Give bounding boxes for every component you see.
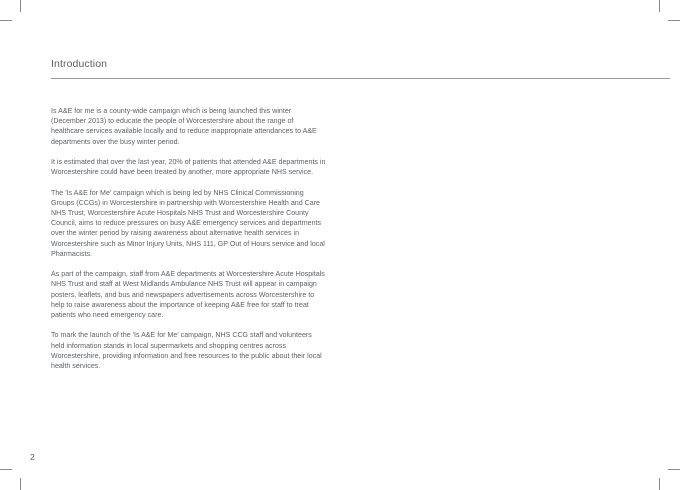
paragraph: As part of the campaign, staff from A&E departments at Worcestershire Acute Hospitals NHS Trust and staff at West Midlands Ambulance NHS Trust will appear in campaign posters, leaflets, and bus and newspapers advertisements across Worcestershire to help to raise awareness about the importance of keeping A&E free for staff to treat patients who need emergency care.: [51, 270, 325, 320]
crop-mark-bottom-right-v: [659, 478, 660, 490]
paragraph: Is A&E for me is a county-wide campaign which is being launched this winter (December 2013) to educate the people of Worcestershire about the range of healthcare services available locally and to reduce inappropriate attendances to A&E departments over the busy winter period.: [51, 107, 317, 146]
body-text: [51, 106, 326, 381]
paragraph: The 'Is A&E for Me' campaign which is being led by NHS Clinical Commissioning Groups (CCGs) in Worcestershire in partnership with Worcestershire Health and Care NHS Trust, Worcestershire Acute Hospitals NHS Trust and Worcestershire County Council, aims to reduce pressures on busy A&E emergency services and departments over the winter period by raising awareness about alternative health services in Worcestershire such as Minor Injury Units, NHS 111, GP Out of Hours service and local Pharmacists.: [51, 188, 325, 258]
crop-mark-top-left-h: [0, 20, 12, 21]
crop-mark-bottom-left-v: [20, 478, 21, 490]
crop-mark-top-left-v: [20, 0, 21, 12]
title-divider: [51, 78, 670, 79]
page-title: Introduction: [51, 58, 108, 70]
paragraph: To mark the launch of the 'Is A&E for Me' campaign, NHS CCG staff and volunteers held information stands in local supermarkets and shopping centres across Worcestershire, providing information and free resources to the public about their local health services.: [51, 331, 322, 371]
paragraph: It is estimated that over the last year, 20% of patients that attended A&E departments in Worcestershire could have been treated by another, more appropriate NHS service.: [51, 158, 326, 177]
crop-mark-bottom-right-h: [668, 469, 680, 470]
crop-mark-bottom-left-h: [0, 469, 12, 470]
crop-mark-top-right-h: [668, 20, 680, 21]
page-number: 2: [30, 452, 35, 462]
crop-mark-top-right-v: [659, 0, 660, 12]
